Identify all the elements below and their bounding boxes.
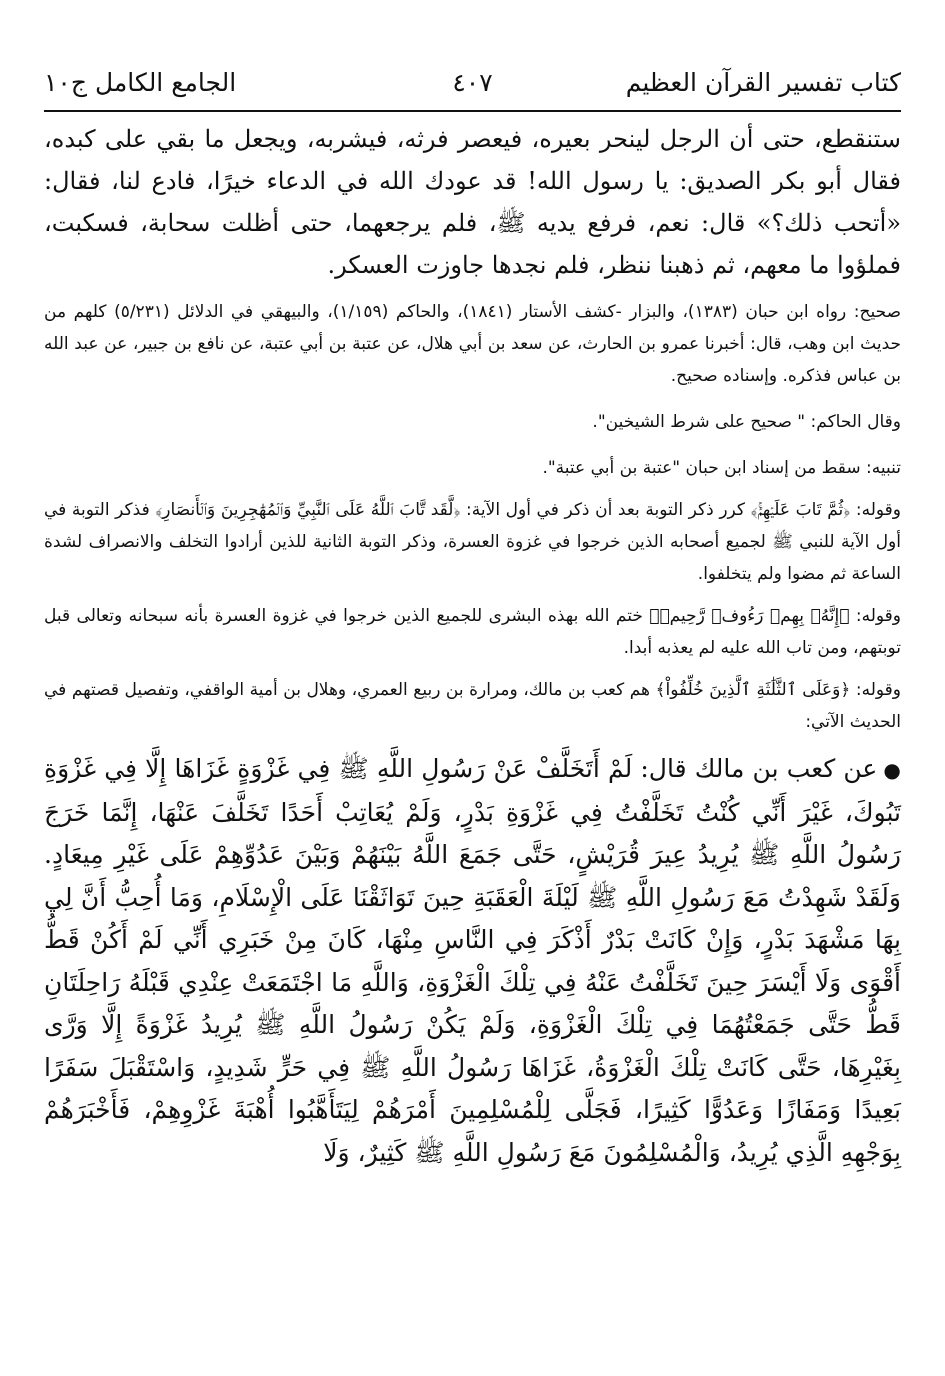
kaab-hadith-text: عن كعب بن مالك قال: لَمْ أَتَخَلَّفْ عَنْ رَسُولِ اللَّهِ ﷺ فِي غَزْوَةٍ غَزَاهَا إِلَّا فِي غَزْوَةِ تَبُوكَ، غَيْرَ أَنِّي كُنْتُ تَخَلَّفْتُ فِي غَزْوَةِ بَدْرٍ، وَلَمْ يُعَاتِبْ أَحَدًا تَخَلَّفَ عَنْهَا، إِنَّمَا خَرَجَ رَسُولُ اللَّهِ ﷺ يُرِيدُ عِيرَ قُرَيْشٍ، حَتَّى جَمَعَ اللَّهُ بَيْنَهُمْ وَبَيْنَ عَدُوِّهِمْ عَلَى غَيْرِ مِيعَادٍ. وَلَقَدْ شَهِدْتُ مَعَ رَسُولِ اللَّهِ ﷺ لَيْلَةَ الْعَقَبَةِ حِينَ تَوَاثَقْنَا عَلَى الْإِسْلَامِ، وَمَا أُحِبُّ أَنَّ لِي بِهَا مَشْهَدَ بَدْرٍ، وَإِنْ كَانَتْ بَدْرٌ أَذْكَرَ فِي النَّاسِ مِنْهَا، كَانَ مِنْ خَبَرِي أَنِّي لَمْ أَكُنْ قَطُّ أَقْوَى وَلَا أَيْسَرَ حِينَ تَخَلَّفْتُ عَنْهُ فِي تِلْكَ الْغَزْوَةِ، وَاللَّهِ مَا اجْتَمَعَتْ عِنْدِي قَبْلَهُ رَاحِلَتَانِ قَطُّ حَتَّى جَمَعْتُهُمَا فِي تِلْكَ الْغَزْوَةِ، وَلَمْ يَكُنْ رَسُولُ اللَّهِ ﷺ يُرِيدُ غَزْوَةً إِلَّا وَرَّى بِغَيْرِهَا، حَتَّى كَانَتْ تِلْكَ الْغَزْوَةُ، غَزَاهَا رَسُولُ اللَّهِ ﷺ فِي حَرٍّ شَدِيدٍ، وَاسْتَقْبَلَ سَفَرًا بَعِيدًا وَمَفَازًا وَعَدُوًّا كَثِيرًا، فَجَلَّى لِلْمُسْلِمِينَ أَمْرَهُمْ لِيَتَأَهَّبُوا أُهْبَةَ غَزْوِهِمْ، فَأَخْبَرَهُمْ بِوَجْهِهِ الَّذِي يُرِيدُ، وَالْمُسْلِمُونَ مَعَ رَسُولِ اللَّهِ ﷺ كَثِيرٌ، وَلَا: [44, 754, 902, 1167]
book-title: كتاب تفسير القرآن العظيم: [625, 68, 901, 97]
page-number: ٤٠٧: [452, 68, 493, 97]
header-divider: [44, 110, 901, 112]
bullet-marker: ●: [883, 758, 902, 782]
paragraph-takhrij: صحيح: رواه ابن حبان (١٣٨٣)، والبزار -كشف الأستار (١٨٤١)، والحاكم (١/١٥٩)، والبيهقي في الدلائل (٥/٢٣١) كلهم من حديث ابن وهب، قال: أخبرنا عمرو بن الحارث، عن سعد بن أبي هلال، عن عتبة بن أبي عتبة، عن نافع بن جبير، عن عبد الله بن عباس فذكره. وإسناده صحيح.: [44, 302, 902, 386]
paragraph-hadith-continuation: ستنقطع، حتى أن الرجل لينحر بعيره، فيعصر فرثه، فيشربه، ويجعل ما بقي على كبده، فقال أبو بكر الصديق: يا رسول الله! قد عودك الله في الدعاء خيرًا، فادع لنا، فقال: «أتحب ذلك؟» قال: نعم، فرفع يديه ﷺ، فلم يرجعهما، حتى أظلت سحابة، فسكبت، فملؤوا ما معهم، ثم ذهبنا ننظر، فلم نجدها جاوزت العسكر.: [44, 125, 901, 279]
paragraph-tafsir-thumma-taba: وقوله: ﴿ثُمَّ تَابَ عَلَيۡهِمۡۚ﴾ كرر ذكر التوبة بعد أن ذكر في أول الآية: ﴿لَّقَد تَّابَ ٱللَّهُ عَلَى ٱلنَّبِيِّ وَٱلۡمُهَٰجِرِينَ وَٱلۡأَنصَارِ﴾ فذكر التوبة في أول الآية للنبي ﷺ لجميع أصحابه الذين خرجوا في غزوة العسرة، وذكر التوبة الثانية للذين أرادوا التخلف والانصراف لشدة الساعة ثم مضوا ولم يتخلفوا.: [44, 500, 901, 584]
paragraph-kaab-hadith: [44, 748, 901, 1174]
running-header: [44, 62, 901, 108]
page-body: [44, 118, 901, 1174]
paragraph-tafsir-raufun-rahim: وقوله: ﴿إِنَّهُۥ بِهِمۡ رَءُوفٞ رَّحِيمٞ﴾ ختم الله بهذه البشرى للجميع الذين خرجوا في غزوة العسرة بأنه سبحانه وتعالى قبل توبتهم، ومن تاب الله عليه لم يعذبه أبدا.: [44, 606, 901, 658]
paragraph-tanbih: تنبيه: سقط من إسناد ابن حبان "عتبة بن أبي عتبة".: [542, 458, 901, 478]
paragraph-tafsir-thalatha: وقوله: ﴿وَعَلَى ٱلثَّلَٰثَةِ ٱلَّذِينَ خُلِّفُواْ﴾ هم كعب بن مالك، ومرارة بن ربيع العمري، وهلال بن أمية الواقفي، وتفصيل قصتهم في الحديث الآتي:: [44, 680, 901, 732]
volume-label: الجامع الكامل ج١٠: [44, 68, 237, 97]
paragraph-hakim-note: وقال الحاكم: " صحيح على شرط الشيخين".: [592, 412, 901, 432]
